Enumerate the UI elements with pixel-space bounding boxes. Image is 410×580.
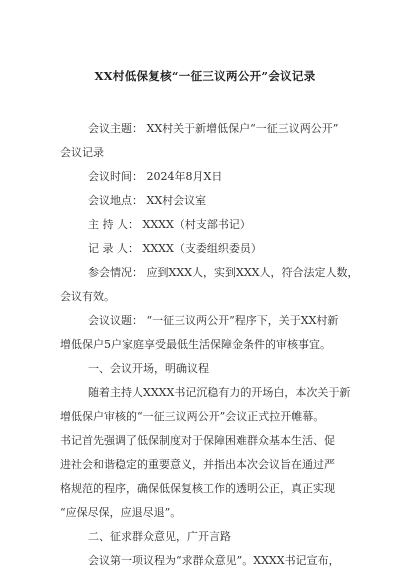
- paragraph-line: 进社会和谐稳定的重要意义，并指出本次会议旨在通过严: [60, 458, 335, 471]
- paragraph-line: 书记首先强调了低保制度对于保障困难群众基本生活、促: [60, 434, 335, 447]
- meeting-topic-line: 会议主题： XX村关于新增低保户“一征三议两公开”: [88, 122, 339, 135]
- paragraph-line: 格规范的程序，确保低保复核工作的透明公正，真正实现: [60, 482, 335, 495]
- paragraph-line: “应保尽保，应退尽退”。: [60, 506, 182, 519]
- attendance-line-cont: 会议有效。: [60, 290, 115, 303]
- paragraph-line: 增低保户审核的“一征三议两公开”会议正式拉开帷幕。: [60, 410, 325, 423]
- section-heading-1: 一、会议开场，明确议程: [88, 362, 209, 375]
- agenda-line: 会议议题： “一征三议两公开”程序下，关于XX村新: [88, 314, 339, 327]
- meeting-topic-line-cont: 会议记录: [60, 146, 104, 159]
- agenda-line-cont: 增低保户5户家庭享受最低生活保障金条件的审核事宜。: [60, 338, 331, 351]
- section-heading-2: 二、征求群众意见，广开言路: [88, 530, 231, 543]
- recorder-line: 记 录 人： XXXX（支委组织委员）: [88, 242, 262, 255]
- paragraph-line: 随着主持人XXXX书记沉稳有力的开场白，本次关于新: [88, 386, 351, 399]
- host-line: 主 持 人： XXXX（村支部书记）: [88, 218, 251, 231]
- paragraph-line: 会议第一项议程为“求群众意见”。XXXX书记宣布，: [88, 554, 340, 567]
- meeting-location-line: 会议地点： XX村会议室: [88, 194, 207, 207]
- attendance-line: 参会情况： 应到XXX人，实到XXX人，符合法定人数，: [88, 266, 359, 279]
- document-title: XX村低保复核“一征三议两公开”会议记录: [94, 69, 316, 83]
- meeting-time-line: 会议时间： 2024年8月X日: [88, 170, 223, 183]
